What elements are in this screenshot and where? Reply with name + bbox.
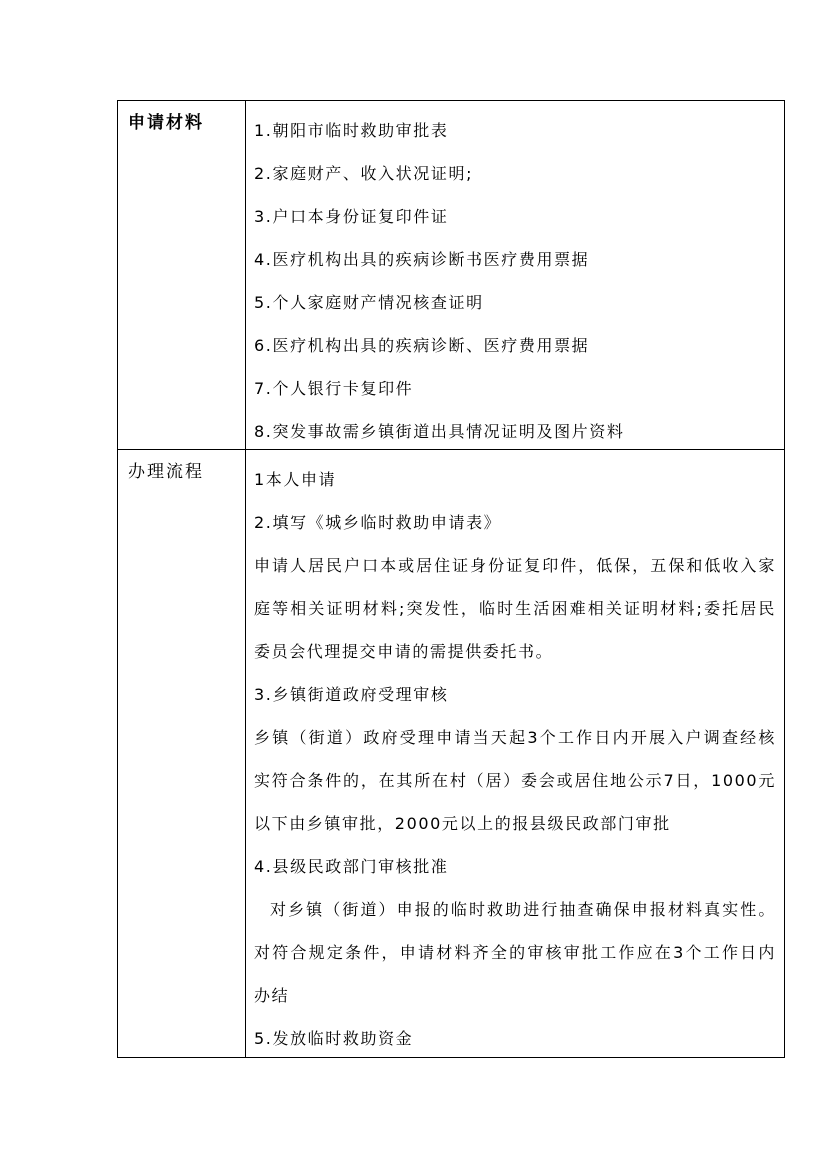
material-item: 8.突发事故需乡镇街道出具情况证明及图片资料	[254, 422, 625, 441]
process-step-3-body: 乡镇（街道）政府受理申请当天起3个工作日内开展入户调查经核实符合条件的，在其所在村（居）委会或居住地公示7日，1000元以下由乡镇审批，2000元以上的报县级民政部门审批	[254, 728, 776, 833]
process-step-2-body: 申请人居民户口本或居住证身份证复印件，低保，五保和低收入家庭等相关证明材料;突发性，临时生活困难相关证明材料;委托居民委员会代理提交申请的需提供委托书。	[254, 556, 776, 661]
material-item: 4.医疗机构出具的疾病诊断书医疗费用票据	[254, 250, 590, 269]
materials-label: 申请材料	[128, 113, 204, 133]
process-step-4-body: 对乡镇（街道）申报的临时救助进行抽查确保申报材料真实性。对符合规定条件，申请材料齐全的审核审批工作应在3个工作日内办结	[254, 900, 776, 1005]
process-content-cell	[246, 450, 785, 1058]
process-step-1: 1本人申请	[254, 470, 337, 489]
material-item: 6.医疗机构出具的疾病诊断、医疗费用票据	[254, 336, 590, 355]
process-step-5-title: 5.发放临时救助资金	[254, 1029, 414, 1048]
process-label-cell	[118, 450, 246, 1058]
materials-label-cell	[118, 101, 246, 450]
process-step-4-title: 4.县级民政部门审核批准	[254, 857, 449, 876]
material-item: 2.家庭财产、收入状况证明;	[254, 164, 474, 183]
material-item: 3.户口本身份证复印件证	[254, 207, 449, 226]
material-item: 1.朝阳市临时救助审批表	[254, 121, 449, 140]
process-label: 办理流程	[128, 462, 204, 482]
process-step-3-title: 3.乡镇街道政府受理审核	[254, 685, 449, 704]
process-step-2-title: 2.填写《城乡临时救助申请表》	[254, 513, 502, 532]
materials-row	[118, 101, 785, 450]
process-row	[118, 450, 785, 1058]
material-item: 7.个人银行卡复印件	[254, 379, 414, 398]
material-item: 5.个人家庭财产情况核查证明	[254, 293, 484, 312]
service-guide-table	[117, 100, 785, 1058]
materials-content-cell	[246, 101, 785, 450]
